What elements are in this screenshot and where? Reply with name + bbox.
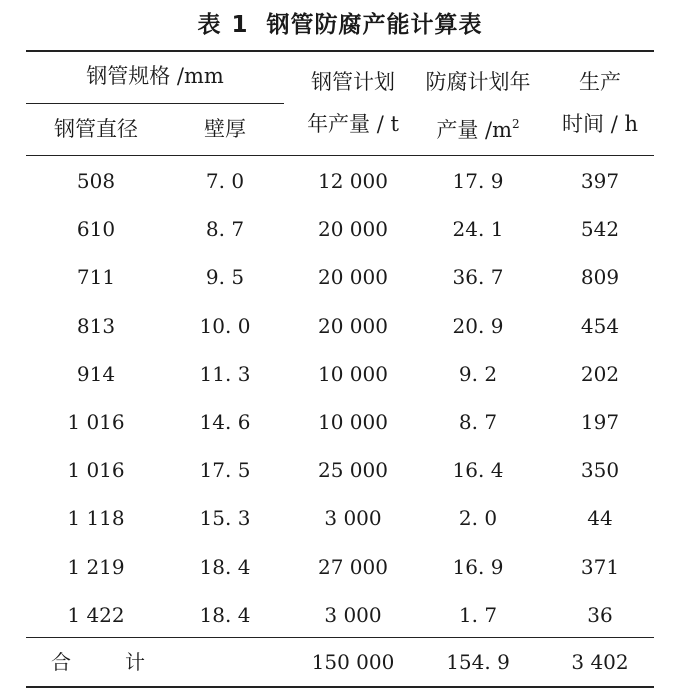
table-cell-output: 3 000 — [324, 603, 382, 627]
table-cell-diameter: 1 219 — [67, 555, 125, 579]
table-cell-diameter: 508 — [76, 169, 116, 193]
header-output-line2: 年产量 / t — [307, 112, 399, 136]
table-cell-coating: 1. 7 — [458, 603, 498, 627]
header-coating-unit-sup: 2 — [512, 117, 520, 131]
table-caption: 钢管防腐产能计算表 — [266, 12, 483, 38]
table-cell-output: 20 000 — [318, 265, 388, 289]
table-cell-output: 20 000 — [318, 314, 388, 338]
table-cell-diameter: 1 422 — [67, 603, 125, 627]
table-cell-thickness: 15. 3 — [199, 506, 251, 530]
table-cell-coating: 8. 7 — [458, 410, 498, 434]
table-cell-output: 25 000 — [318, 458, 388, 482]
header-diameter: 钢管直径 — [54, 117, 138, 141]
header-bottom-rule — [26, 155, 654, 156]
table-cell-time: 36 — [587, 603, 613, 627]
table-cell-thickness: 10. 0 — [199, 314, 251, 338]
spec-group-rule — [26, 103, 284, 104]
table-cell-output: 10 000 — [318, 362, 388, 386]
table-title — [0, 6, 680, 39]
table-cell-diameter: 813 — [76, 314, 116, 338]
table-cell-time: 44 — [587, 506, 613, 530]
table-cell-diameter: 711 — [76, 265, 116, 289]
total-coating: 154. 9 — [446, 650, 510, 674]
table-cell-time: 371 — [580, 555, 620, 579]
table-cell-thickness: 18. 4 — [199, 603, 251, 627]
header-time-line2: 时间 / h — [562, 112, 638, 136]
table-cell-coating: 2. 0 — [458, 506, 498, 530]
table-cell-coating: 20. 9 — [452, 314, 504, 338]
table-cell-thickness: 9. 5 — [205, 265, 245, 289]
table-cell-thickness: 18. 4 — [199, 555, 251, 579]
header-output-line1: 钢管计划 — [311, 70, 395, 94]
table-cell-output: 12 000 — [318, 169, 388, 193]
header-spec-group: 钢管规格 /mm — [86, 64, 224, 88]
header-coating-line2 — [410, 110, 546, 144]
table-cell-thickness: 11. 3 — [199, 362, 251, 386]
table-cell-output: 27 000 — [318, 555, 388, 579]
table-cell-output: 20 000 — [318, 217, 388, 241]
table-cell-coating: 17. 9 — [452, 169, 504, 193]
top-rule — [26, 50, 654, 52]
total-time: 3 402 — [571, 650, 629, 674]
header-thickness: 壁厚 — [204, 117, 246, 141]
table-cell-time: 542 — [580, 217, 620, 241]
table-cell-time: 809 — [580, 265, 620, 289]
table-cell-diameter: 1 016 — [67, 458, 125, 482]
total-rule — [26, 637, 654, 638]
total-label-b: 计 — [125, 650, 145, 674]
table-cell-diameter: 610 — [76, 217, 116, 241]
table-number: 1 — [231, 12, 249, 38]
table-cell-coating: 16. 9 — [452, 555, 504, 579]
header-coating-line1: 防腐计划年 — [425, 70, 531, 94]
table-cell-coating: 24. 1 — [452, 217, 504, 241]
header-coating-unit: 产量 /m — [436, 118, 513, 142]
table-cell-thickness: 8. 7 — [205, 217, 245, 241]
table-label: 表 — [197, 12, 222, 38]
table-cell-diameter: 1 016 — [67, 410, 125, 434]
table-cell-diameter: 1 118 — [67, 506, 125, 530]
table-cell-thickness: 17. 5 — [199, 458, 251, 482]
table-cell-coating: 36. 7 — [452, 265, 504, 289]
table-cell-output: 10 000 — [318, 410, 388, 434]
total-label-a: 合 — [51, 650, 71, 674]
table-cell-coating: 16. 4 — [452, 458, 504, 482]
table-cell-time: 350 — [580, 458, 620, 482]
table-cell-coating: 9. 2 — [458, 362, 498, 386]
table-cell-time: 202 — [580, 362, 620, 386]
header-time-line1: 生产 — [579, 70, 621, 94]
table-cell-time: 454 — [580, 314, 620, 338]
table-cell-diameter: 914 — [76, 362, 116, 386]
table-cell-time: 197 — [580, 410, 620, 434]
table-cell-thickness: 7. 0 — [205, 169, 245, 193]
table-cell-time: 397 — [580, 169, 620, 193]
total-output: 150 000 — [311, 650, 395, 674]
bottom-rule — [26, 686, 654, 688]
table-cell-output: 3 000 — [324, 506, 382, 530]
table-cell-thickness: 14. 6 — [199, 410, 251, 434]
